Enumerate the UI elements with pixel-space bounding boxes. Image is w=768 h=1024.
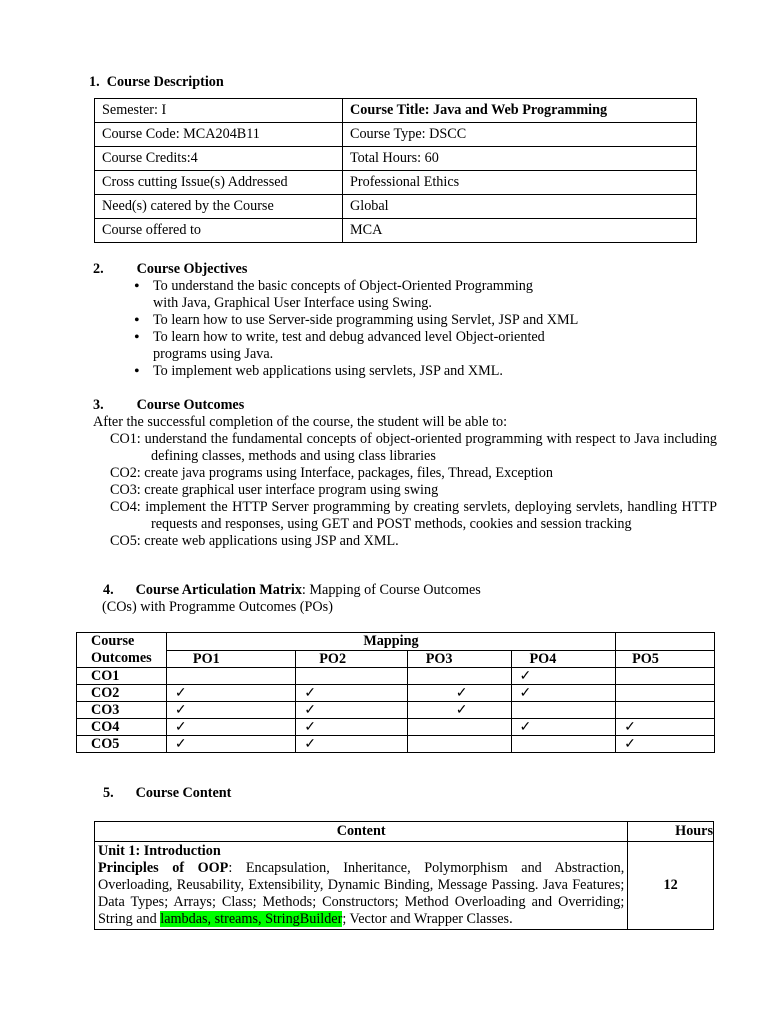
mapping-cell <box>511 685 616 702</box>
mapping-cell <box>407 736 511 753</box>
check-mark-icon: ✓ <box>624 736 636 752</box>
list-item: CO1: understand the fundamental concepts of object-oriented programming with respect to Java including defining classes, methods and using class libraries <box>110 431 718 464</box>
list-item: • To learn how to write, test and debug advanced level Object-oriented programs using Java. <box>131 329 611 363</box>
table-row <box>95 171 697 195</box>
table-row <box>77 650 715 668</box>
mapping-cell <box>407 719 511 736</box>
check-mark-icon: ✓ <box>304 736 317 752</box>
check-mark-icon: ✓ <box>455 702 468 718</box>
mapping-cell <box>616 702 715 719</box>
course-title-cell: Course Title: Java and Web Programming <box>343 99 697 123</box>
mapping-cell <box>616 685 715 702</box>
table-row <box>77 685 715 702</box>
course-description-table <box>94 98 697 243</box>
table-row <box>77 702 715 719</box>
table-row <box>95 195 697 219</box>
mapping-cell <box>511 702 616 719</box>
check-mark-icon: ✓ <box>304 702 317 718</box>
po2-header: PO2 <box>296 650 407 668</box>
outcomes-intro: After the successful completion of the course, the student will be able to: <box>93 414 508 430</box>
check-mark-icon: ✓ <box>519 668 532 684</box>
semester-cell: Semester: I <box>95 99 343 123</box>
mapping-cell <box>407 685 511 702</box>
list-item: CO5: create web applications using JSP and XML. <box>110 533 399 549</box>
po5-header: PO5 <box>616 650 715 668</box>
hours-header: Hours <box>628 822 714 842</box>
unit-1-hours: 12 <box>628 842 714 930</box>
list-item: CO4: implement the HTTP Server programming by creating servlets, deploying servlets, handling HTTP requests and responses, using GET and POST methods, cookies and session tracking <box>110 499 718 532</box>
needs-cell: Need(s) catered by the Course <box>95 195 343 219</box>
section-1-heading: 1. Course Description <box>89 74 224 90</box>
co-label-cell: CO2 <box>77 685 167 702</box>
po4-header: PO4 <box>511 650 616 668</box>
check-mark-icon: ✓ <box>304 719 317 735</box>
content-header: Content <box>95 822 628 842</box>
table-row <box>95 147 697 171</box>
mapping-cell <box>511 719 616 736</box>
table-row <box>95 822 714 842</box>
mapping-cell <box>166 702 295 719</box>
total-hours-cell: Total Hours: 60 <box>343 147 697 171</box>
table-row <box>95 99 697 123</box>
table-row <box>77 668 715 685</box>
mapping-cell <box>166 668 295 685</box>
check-mark-icon: ✓ <box>519 685 532 701</box>
cross-cutting-cell: Cross cutting Issue(s) Addressed <box>95 171 343 195</box>
section-4-heading: 4. Course Articulation Matrix: Mapping of Course Outcomes <box>103 582 481 598</box>
table-row <box>77 633 715 651</box>
list-item: CO3: create graphical user interface program using swing <box>110 482 439 498</box>
section-3-heading: 3. Course Outcomes <box>93 397 245 413</box>
highlighted-text: lambdas, streams, StringBuilder <box>160 911 343 927</box>
mapping-cell <box>407 668 511 685</box>
mapping-cell <box>296 685 407 702</box>
co-label-cell: CO5 <box>77 736 167 753</box>
mapping-cell <box>296 736 407 753</box>
unit-1-content: Unit 1: Introduction Principles of OOP: Encapsulation, Inheritance, Polymorphism and Abstraction, Overloading, Reusability, Extensibility, Dynamic Binding, Message Passing. Java Features; Data Types; Arrays; Class; Methods; Constructors; Method Overloading and Overriding; String and lambdas, streams, StringBuilder; Vector and Wrapper Classes. <box>95 842 628 930</box>
mapping-cell <box>166 719 295 736</box>
table-row <box>77 719 715 736</box>
table-row <box>95 842 714 930</box>
list-item: CO2: create java programs using Interface, packages, files, Thread, Exception <box>110 465 553 481</box>
course-content-table <box>94 821 714 930</box>
mapping-cell <box>616 719 715 736</box>
section-4-subtitle: (COs) with Programme Outcomes (POs) <box>102 599 333 615</box>
mapping-cell <box>511 668 616 685</box>
mapping-cell <box>407 702 511 719</box>
list-item: • To understand the basic concepts of Object-Oriented Programming with Java, Graphical User Interface using Swing. <box>131 278 611 312</box>
professional-ethics-cell: Professional Ethics <box>343 171 697 195</box>
mapping-cell <box>296 702 407 719</box>
table-row <box>95 123 697 147</box>
mca-cell: MCA <box>343 219 697 243</box>
blank-header <box>616 633 715 651</box>
table-row <box>95 219 697 243</box>
co-label-cell: CO4 <box>77 719 167 736</box>
table-row <box>77 736 715 753</box>
mapping-cell <box>511 736 616 753</box>
course-outcomes-header: Course Outcomes <box>77 633 167 668</box>
objectives-list <box>131 278 611 380</box>
section-5-heading: 5. Course Content <box>103 785 232 801</box>
check-mark-icon: ✓ <box>624 719 636 735</box>
check-mark-icon: ✓ <box>304 685 317 701</box>
mapping-cell <box>296 719 407 736</box>
mapping-cell <box>616 668 715 685</box>
matrix-body <box>77 668 715 753</box>
course-type-cell: Course Type: DSCC <box>343 123 697 147</box>
mapping-cell <box>166 736 295 753</box>
check-mark-icon: ✓ <box>455 685 468 701</box>
list-item: • To learn how to use Server-side programming using Servlet, JSP and XML <box>131 312 611 329</box>
check-mark-icon: ✓ <box>174 702 187 718</box>
check-mark-icon: ✓ <box>519 719 532 735</box>
section-2-heading: 2. Course Objectives <box>93 261 248 277</box>
co-label-cell: CO1 <box>77 668 167 685</box>
course-credits-cell: Course Credits:4 <box>95 147 343 171</box>
mapping-cell <box>296 668 407 685</box>
po1-header: PO1 <box>166 650 295 668</box>
check-mark-icon: ✓ <box>174 736 187 752</box>
articulation-matrix <box>76 632 715 753</box>
check-mark-icon: ✓ <box>174 719 187 735</box>
mapping-header: Mapping <box>166 633 615 651</box>
co-label-cell: CO3 <box>77 702 167 719</box>
list-item: • To implement web applications using servlets, JSP and XML. <box>131 363 611 380</box>
po3-header: PO3 <box>407 650 511 668</box>
offered-to-cell: Course offered to <box>95 219 343 243</box>
check-mark-icon: ✓ <box>174 685 187 701</box>
course-code-cell: Course Code: MCA204B11 <box>95 123 343 147</box>
outcomes-list <box>110 431 717 550</box>
global-cell: Global <box>343 195 697 219</box>
mapping-cell <box>616 736 715 753</box>
mapping-cell <box>166 685 295 702</box>
